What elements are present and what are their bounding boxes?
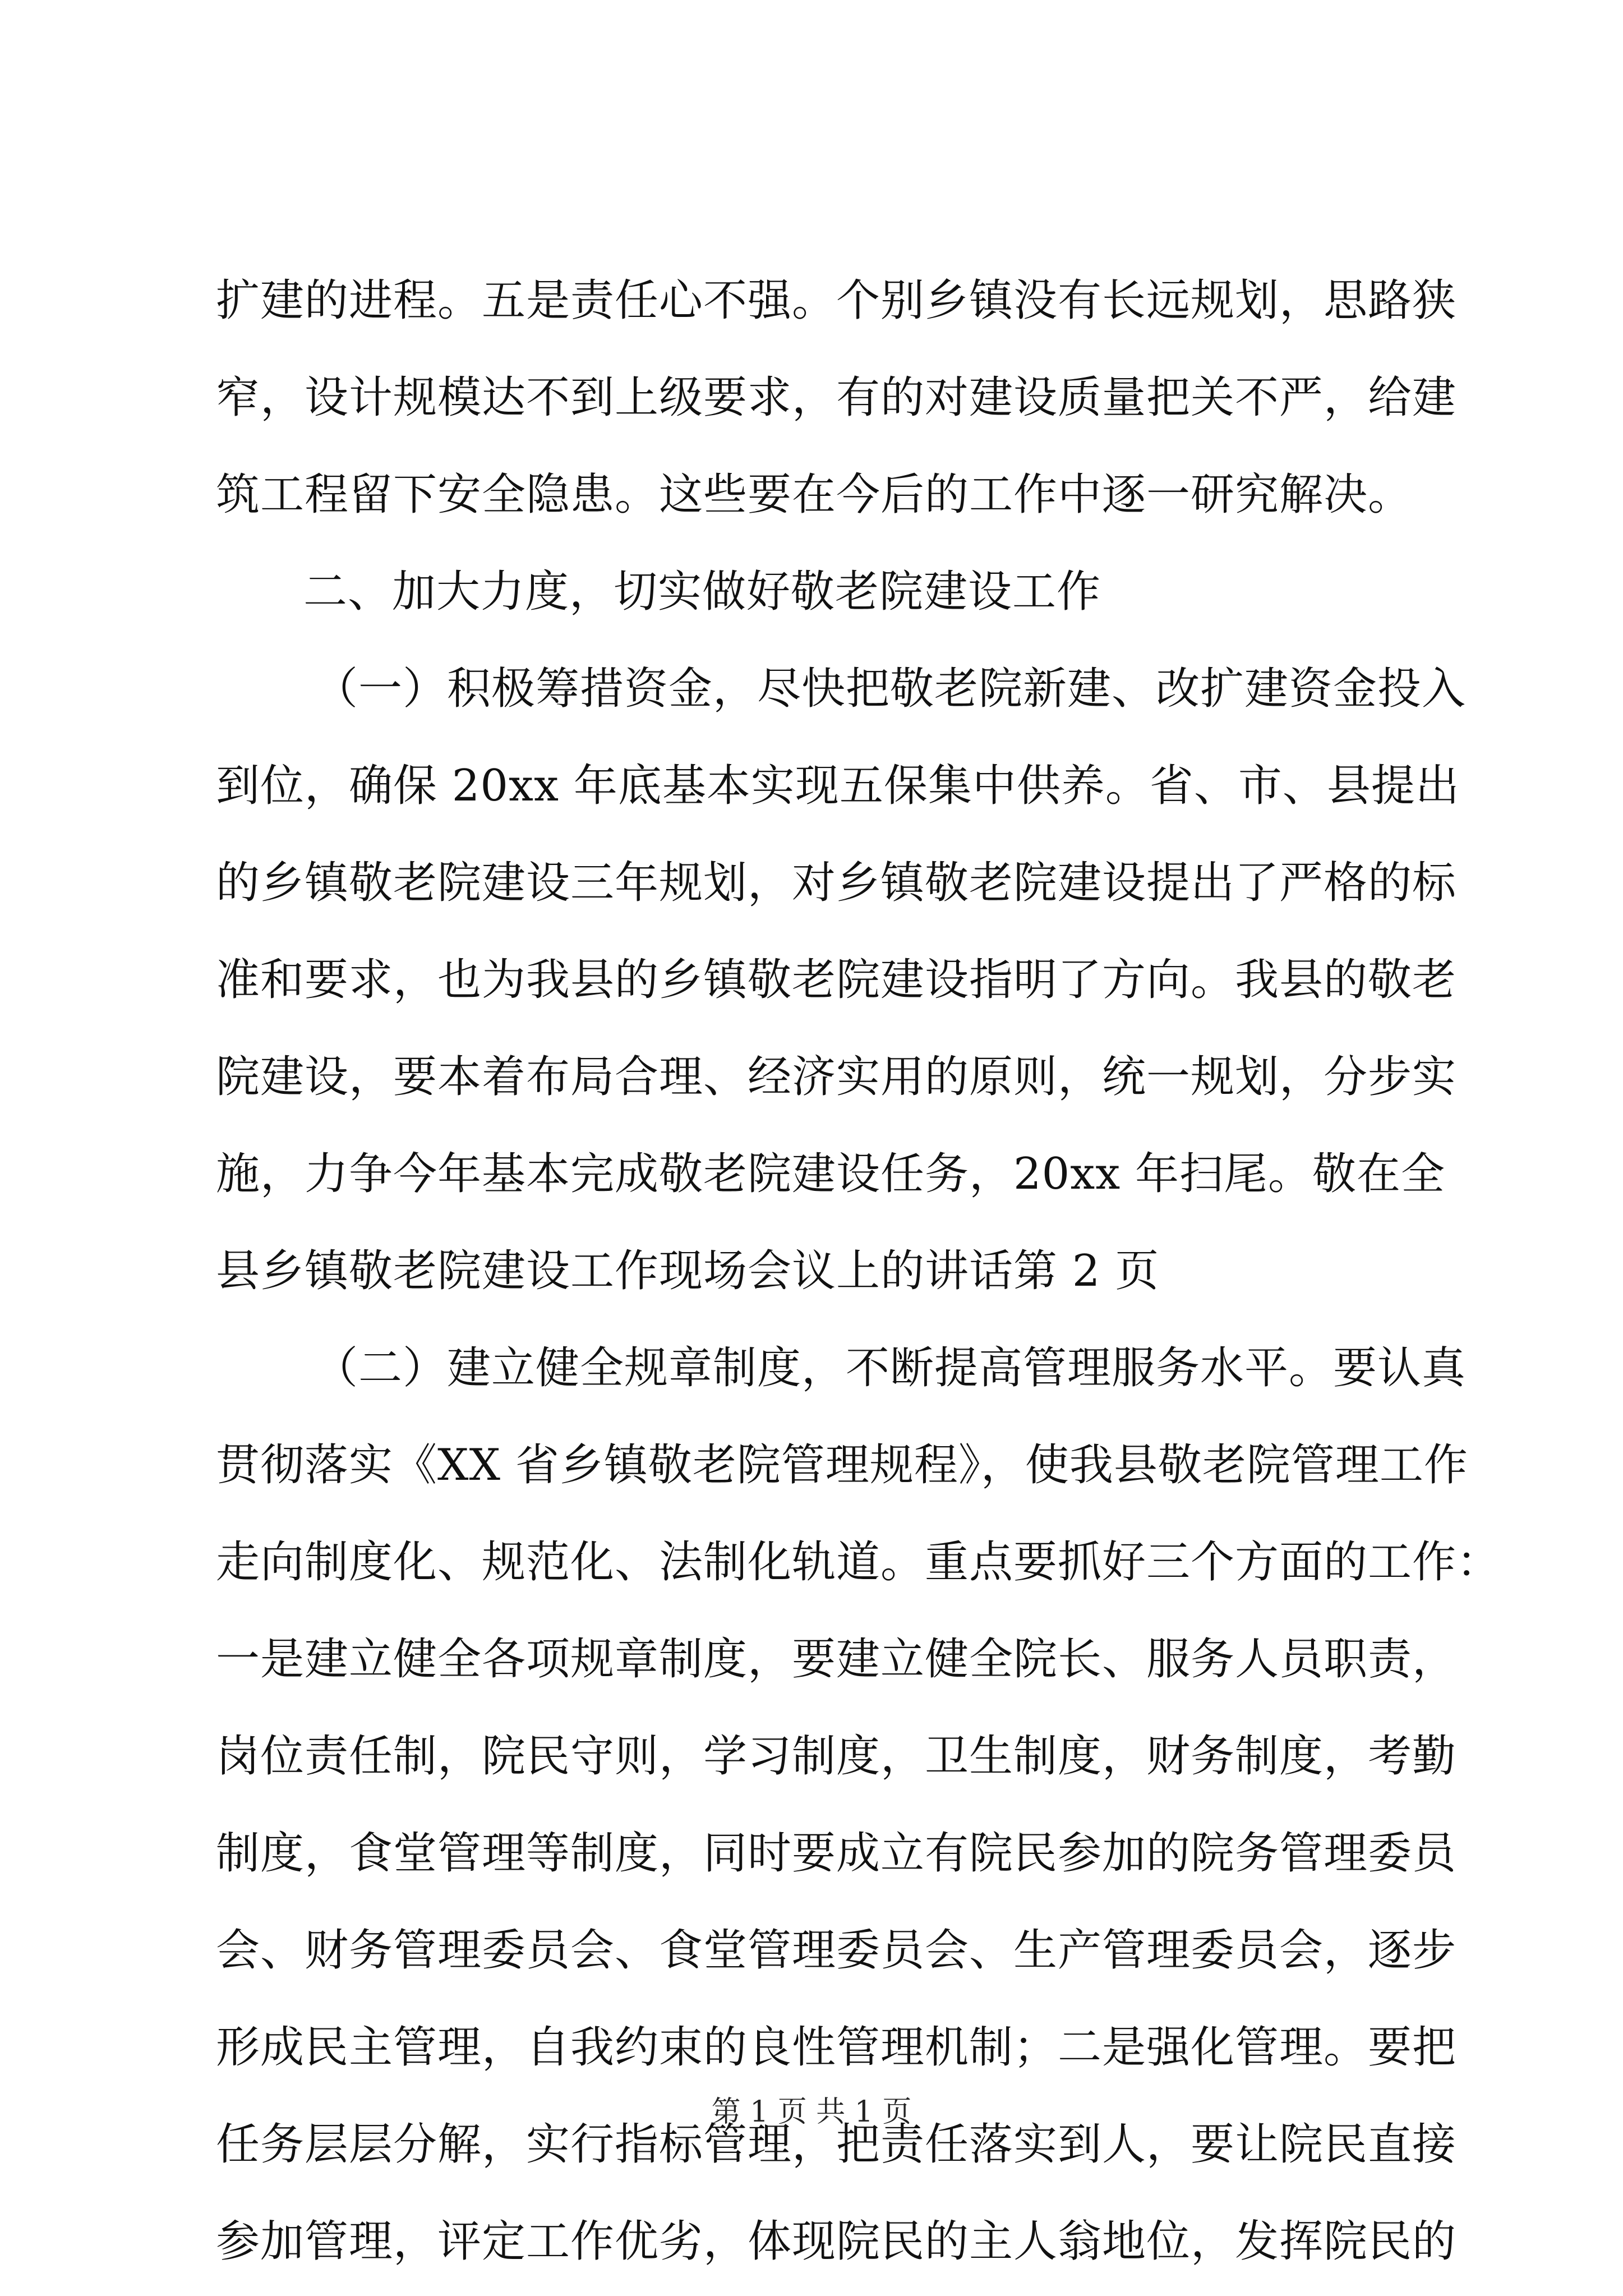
body-line: 到位，确保 20xx 年底基本实现五保集中供养。省、市、县提出 [216, 761, 1460, 811]
page-footer: 第 1 页 共 1 页 [711, 2095, 912, 2129]
body-line: 参加管理，评定工作优劣，体现院民的主人翁地位，发挥院民的 [216, 2216, 1457, 2267]
body-line: 走向制度化、规范化、法制化轨道。重点要抓好三个方面的工作： [216, 1537, 1501, 1588]
body-line: 岗位责任制，院民守则，学习制度，卫生制度，财务制度，考勤 [216, 1731, 1457, 1782]
body-line: 扩建的进程。五是责任心不强。个别乡镇没有长远规划，思路狭 [216, 275, 1457, 326]
body-line: 院建设，要本着布局合理、经济实用的原则，统一规划，分步实 [216, 1052, 1457, 1102]
body-line: 准和要求，也为我县的乡镇敬老院建设指明了方向。我县的敬老 [216, 955, 1457, 1005]
body-line: （一）积极筹措资金，尽快把敬老院新建、改扩建资金投入 [314, 664, 1467, 714]
document-body [216, 252, 1501, 2290]
body-line: 县乡镇敬老院建设工作现场会议上的讲话第 2 页 [216, 1246, 1160, 1296]
body-line: 施，力争今年基本完成敬老院建设任务，20xx 年扫尾。敬在全 [216, 1149, 1446, 1199]
body-line: 制度，食堂管理等制度，同时要成立有院民参加的院务管理委员 [216, 1828, 1457, 1879]
body-line: 的乡镇敬老院建设三年规划，对乡镇敬老院建设提出了严格的标 [216, 858, 1457, 908]
body-line: 任务层层分解，实行指标管理，把责任落实到人，要让院民直接 [216, 2119, 1457, 2170]
body-line: 形成民主管理，自我约束的良性管理机制；二是强化管理。要把 [216, 2022, 1457, 2073]
body-line: 筑工程留下安全隐患。这些要在今后的工作中逐一研究解决。 [216, 470, 1413, 520]
section-heading: 二、加大力度，切实做好敬老院建设工作 [303, 567, 1101, 617]
body-line: 窄，设计规模达不到上级要求，有的对建设质量把关不严，给建 [216, 372, 1457, 423]
body-line: （二）建立健全规章制度，不断提高管理服务水平。要认真 [314, 1343, 1467, 1393]
body-line: 一是建立健全各项规章制度，要建立健全院长、服务人员职责， [216, 1634, 1457, 1685]
body-line: 会、财务管理委员会、食堂管理委员会、生产管理委员会，逐步 [216, 1925, 1457, 1976]
body-line: 贯彻落实《XX 省乡镇敬老院管理规程》，使我县敬老院管理工作 [216, 1440, 1468, 1490]
